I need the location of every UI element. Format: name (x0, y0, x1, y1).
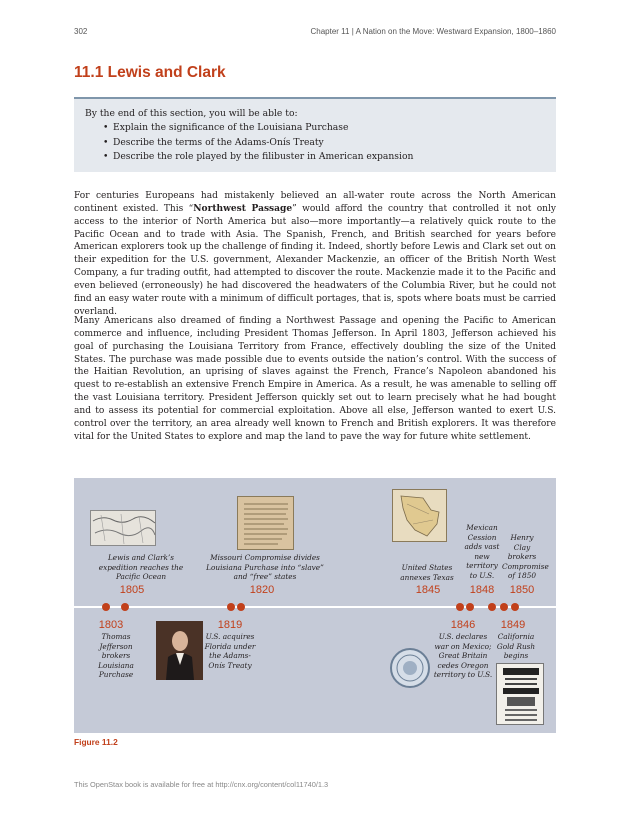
timeline-dot-1820 (237, 603, 245, 611)
year-label-1819: 1819 (217, 619, 243, 631)
year-label-1846: 1846 (450, 619, 476, 631)
expedition-map-image (90, 510, 156, 546)
objective-item: • Explain the significance of the Louisiana Purchase (103, 121, 556, 136)
year-label-1850: 1850 (509, 584, 535, 596)
caption-1805: Lewis and Clark’s expedition reaches the Pacific Ocean (98, 553, 184, 582)
caption-1846: U.S. declares war on Mexico; Great Britain cedes Oregon territory to U.S. (433, 632, 493, 680)
timeline-axis (74, 606, 556, 608)
caption-1819: U.S. acquires Florida under the Adams-Onís Treaty (204, 632, 256, 670)
year-label-1848: 1848 (469, 584, 495, 596)
chapter-header: Chapter 11 | A Nation on the Move: Westward Expansion, 1800–1860 (310, 27, 556, 36)
timeline-dot-1803 (102, 603, 110, 611)
section-title: 11.1 Lewis and Clark (74, 64, 226, 81)
timeline-dot-1848 (488, 603, 496, 611)
jefferson-portrait-image (156, 621, 203, 680)
caption-1803: Thomas Jefferson brokers Louisiana Purchase (98, 632, 134, 680)
timeline-figure (74, 478, 556, 733)
year-label-1805: 1805 (119, 584, 145, 596)
timeline-dot-1846 (466, 603, 474, 611)
key-term: Northwest Passage (193, 203, 293, 214)
caption-1850: Henry Clay brokers Compromise of 1850 (502, 533, 549, 581)
timeline-dot-1850 (511, 603, 519, 611)
objective-item: • Describe the role played by the filibuster in American expansion (103, 150, 556, 165)
timeline-dot-1819 (227, 603, 235, 611)
texas-map-image (392, 489, 447, 542)
year-label-1820: 1820 (249, 584, 275, 596)
timeline-dot-1845 (456, 603, 464, 611)
body-paragraph-1: For centuries Europeans had mistakenly believed an all-water route across the North American continent existed. This “Northwest Passage” would afford the country that controlled it not only access to the interior of North America but also—more importantly—a relatively quick route to the Pacific Ocean and to trade with Asia. The Spanish, French, and British searched for years before American explorers took up the challenge of finding it. Indeed, shortly before Lewis and Clark set out on their expedition for the U.S. government, Alexander Mackenzie, an officer of the British North West Company, a fur trading outfit, had attempted to discover the route. Mackenzie made it to the Pacific and even believed (erroneously) he had discovered the headwaters of the Columbia River, but he could not find an easy water route with a minimum of difficult portages, that is, spots where boats must be carried overland. (74, 191, 556, 317)
figure-label: Figure 11.2 (74, 737, 118, 747)
caption-1849: California Gold Rush begins (496, 632, 536, 661)
missouri-compromise-document-image (237, 496, 294, 550)
objectives-intro: By the end of this section, you will be able to: (85, 108, 298, 119)
caption-1848: Mexican Cession adds vast new territory to U.S. (464, 523, 500, 580)
timeline-dot-1849 (500, 603, 508, 611)
year-label-1845: 1845 (415, 584, 441, 596)
year-label-1849: 1849 (500, 619, 526, 631)
treaty-seal-image (390, 648, 430, 688)
gold-rush-poster-image (496, 663, 544, 725)
page-number: 302 (74, 27, 88, 36)
footer-note: This OpenStax book is available for free at http://cnx.org/content/col11740/1.3 (74, 780, 329, 789)
caption-1820: Missouri Compromise divides Louisiana Purchase into “slave” and “free” states (206, 553, 324, 582)
timeline-dot-1805 (121, 603, 129, 611)
learning-objectives (74, 97, 556, 172)
caption-1845: United States annexes Texas (400, 563, 454, 582)
objectives-list (103, 121, 556, 165)
body-paragraph-2: Many Americans also dreamed of finding a Northwest Passage and opening the Pacific to American commerce and influence, including President Thomas Jefferson. In April 1803, Jefferson achieved his goal of purchasing the Louisiana Territory from France, effectively doubling the size of the United States. The purchase was made possible due to events outside the nation’s control. With the success of the Haitian Revolution, an uprising of slaves against the French, France’s Napoleon abandoned his quest to re-establish an extensive French Empire in America. As a result, he was amenable to selling off the vast Louisiana territory. President Jefferson quickly set out to learn precisely what he had bought and to assess its potential for commercial exploitation. Above all else, Jefferson wanted to exert U.S. control over the territory, an area already well known to French and British explorers. It was therefore vital for the United States to explore and map the land to pave the way for future white settlement. (74, 316, 556, 442)
objective-item: • Describe the terms of the Adams-Onís Treaty (103, 136, 556, 151)
year-label-1803: 1803 (98, 619, 124, 631)
